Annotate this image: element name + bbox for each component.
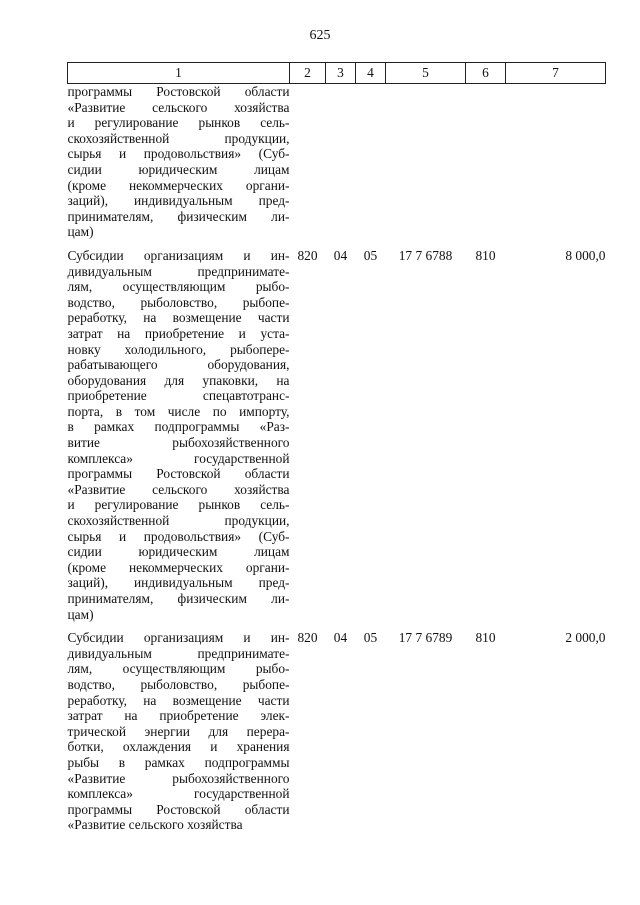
column-header-2: 2 xyxy=(290,63,326,84)
row-description xyxy=(68,84,290,240)
description-line: «Развитие сельского хозяйства xyxy=(67,481,290,497)
description-line: сидии юридическим лицам xyxy=(67,161,290,177)
target-article-cell: 17 7 6788 xyxy=(398,247,453,263)
description-line: лям, осуществляющим рыбо- xyxy=(67,279,290,295)
ministry-code-cell: 820 xyxy=(297,630,318,646)
table-row xyxy=(68,630,606,833)
description-line: программы Ростовской области xyxy=(67,801,290,817)
row-description xyxy=(68,630,290,833)
column-header-7: 7 xyxy=(506,63,606,84)
table-body xyxy=(68,84,606,833)
description-line: затрат на приобретение элек- xyxy=(67,708,290,724)
description-line: скохозяйственной продукции, xyxy=(67,513,290,529)
description-line: лям, осуществляющим рыбо- xyxy=(67,661,290,677)
description-line: рыбы в рамках подпрограммы xyxy=(67,754,290,770)
description-line: принимателям, физическим ли- xyxy=(67,591,290,606)
description-line: Субсидии организациям и ин- xyxy=(67,247,290,263)
subsection-code-cell xyxy=(356,84,386,240)
description-line: принимателям, физическим ли- xyxy=(67,208,290,224)
expense-type-cell xyxy=(466,84,506,240)
description-line: дивидуальным предпринимате- xyxy=(67,645,290,661)
description-line: программы Ростовской области xyxy=(67,466,290,482)
description-line: и регулирование рынков сель- xyxy=(67,497,290,513)
description-line: программы Ростовской области xyxy=(67,84,290,99)
description-line: реработку, на возмещение части xyxy=(67,310,290,326)
description-line: новку холодильного, рыбопере- xyxy=(67,341,290,357)
column-header-4: 4 xyxy=(356,63,386,84)
description-line: заций), индивидуальным пред- xyxy=(67,193,290,209)
description-line: порта, в том числе по импорту, xyxy=(67,403,290,419)
description-line: ботки, охлаждения и хранения xyxy=(67,739,290,755)
description-line: водство, рыболовство, рыбопе- xyxy=(67,294,290,310)
spacer-cell xyxy=(68,622,606,630)
description-line: сырья и продовольствия» (Суб- xyxy=(67,146,290,162)
description-line: приобретение спецавтотранс- xyxy=(67,388,290,404)
ministry-code-cell: 820 xyxy=(297,247,318,263)
header-row xyxy=(68,63,606,84)
expense-type-cell: 810 xyxy=(475,247,496,263)
description-line: затрат на приобретение и уста- xyxy=(67,325,290,341)
description-line: дивидуальным предпринимате- xyxy=(67,263,290,279)
description-line: оборудования для упаковки, на xyxy=(67,372,290,388)
subsection-code-cell: 05 xyxy=(363,630,378,646)
expense-type-cell: 810 xyxy=(475,630,496,646)
row-spacer xyxy=(68,622,606,630)
column-header-6: 6 xyxy=(466,63,506,84)
column-header-3: 3 xyxy=(326,63,356,84)
description-line: и регулирование рынков сель- xyxy=(67,115,290,131)
section-code-cell: 04 xyxy=(333,630,348,646)
ministry-code-cell xyxy=(290,84,326,240)
description-line: цам) xyxy=(67,224,94,240)
column-header-1: 1 xyxy=(68,63,290,84)
description-line: комплекса» государственной xyxy=(67,786,290,802)
amount-cell xyxy=(506,84,606,240)
description-line: трической энергии для перера- xyxy=(67,723,290,739)
description-line: в рамках подпрограммы «Раз- xyxy=(67,419,290,435)
description-line: «Развитие сельского хозяйства xyxy=(67,817,243,833)
row-description xyxy=(68,248,290,622)
section-code-cell xyxy=(326,84,356,240)
page-number: 625 xyxy=(309,28,331,43)
table-row xyxy=(68,84,606,240)
target-article-cell xyxy=(386,84,466,240)
description-line: водство, рыболовство, рыбопе- xyxy=(67,676,290,692)
description-line: «Развитие рыбохозяйственного xyxy=(67,770,290,786)
description-line: сидии юридическим лицам xyxy=(67,544,290,560)
description-line: рабатывающего оборудования, xyxy=(67,357,290,373)
column-header-5: 5 xyxy=(386,63,466,84)
description-line: комплекса» государственной xyxy=(67,450,290,466)
description-line: (кроме некоммерческих органи- xyxy=(67,177,290,193)
description-line: Субсидии организациям и ин- xyxy=(67,630,290,646)
description-line: цам) xyxy=(67,606,94,622)
description-line: скохозяйственной продукции, xyxy=(67,130,290,146)
description-line: реработку, на возмещение части xyxy=(67,692,290,708)
amount-cell: 2 000,0 xyxy=(565,630,606,646)
row-spacer xyxy=(68,240,606,248)
target-article-cell: 17 7 6789 xyxy=(398,630,453,646)
table-row xyxy=(68,248,606,622)
description-line: сырья и продовольствия» (Суб- xyxy=(67,528,290,544)
description-line: заций), индивидуальным пред- xyxy=(67,575,290,591)
subsection-code-cell: 05 xyxy=(363,247,378,263)
amount-cell: 8 000,0 xyxy=(565,247,606,263)
description-line: (кроме некоммерческих органи- xyxy=(67,559,290,575)
budget-table xyxy=(67,62,606,833)
description-line: витие рыбохозяйственного xyxy=(67,435,290,451)
spacer-cell xyxy=(68,240,606,248)
description-line: «Развитие сельского хозяйства xyxy=(67,99,290,115)
section-code-cell: 04 xyxy=(333,247,348,263)
